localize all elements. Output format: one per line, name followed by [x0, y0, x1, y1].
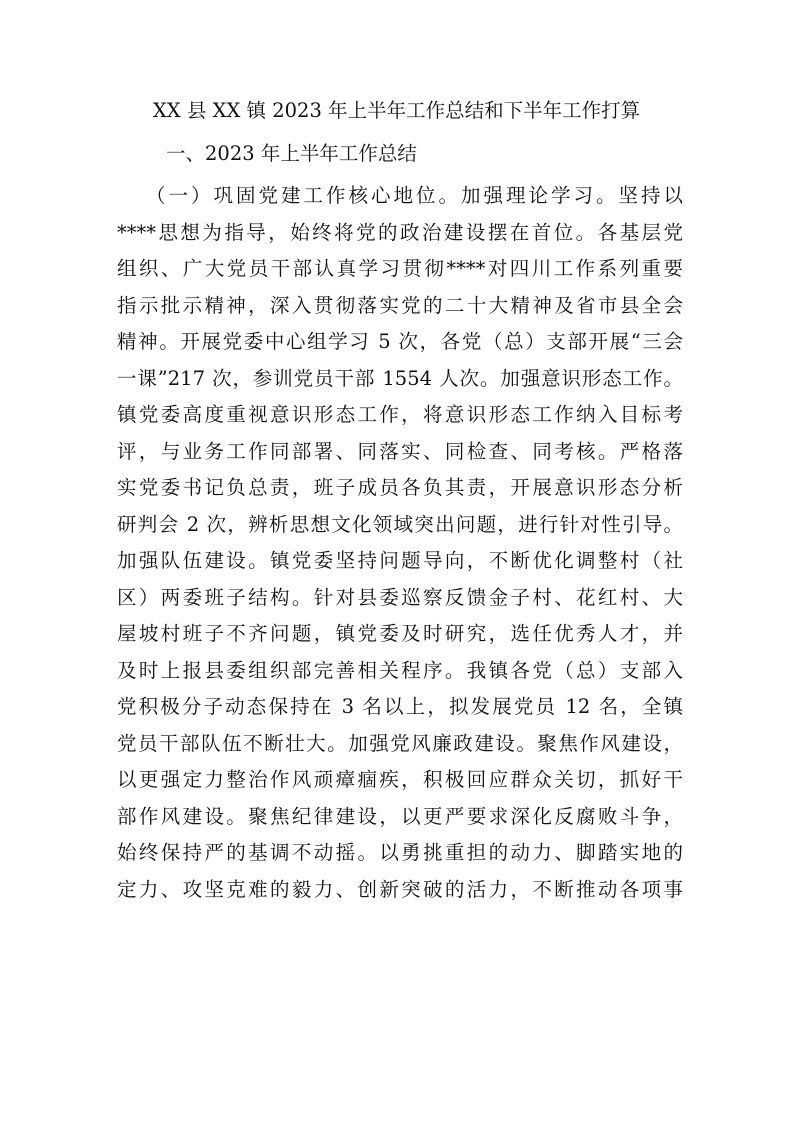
- paragraph-line: 及时上报县委组织部完善相关程序。我镇各党（总）支部入: [117, 658, 683, 682]
- paragraph-line: 党积极分子动态保持在 3 名以上，拟发展党员 12 名，全镇: [117, 695, 683, 718]
- paragraph-line: 加强队伍建设。镇党委坚持问题导向，不断优化调整村（社: [117, 549, 683, 572]
- paragraph-line: 镇党委高度重视意识形态工作，将意识形态工作纳入目标考: [117, 403, 683, 426]
- paragraph-line: 指示批示精神，深入贯彻落实党的二十大精神及省市县全会: [117, 293, 683, 317]
- paragraph-line: 一课”217 次，参训党员干部 1554 人次。加强意识形态工作。: [117, 366, 683, 390]
- paragraph-line: （一）巩固党建工作核心地位。加强理论学习。坚持以: [146, 184, 683, 207]
- paragraph-line: 研判会 2 次，辨析思想文化领域突出问题，进行针对性引导。: [117, 512, 683, 536]
- paragraph-line: ****思想为指导，始终将党的政治建设摆在首位。各基层党: [117, 220, 683, 244]
- paragraph-line: 部作风建设。聚焦纪律建设，以更严要求深化反腐败斗争，: [117, 804, 683, 828]
- paragraph-line: 始终保持严的基调不动摇。以勇挑重担的动力、脚踏实地的: [117, 841, 683, 864]
- paragraph-line: 定力、攻坚克难的毅力、创新突破的活力，不断推动各项事: [117, 877, 683, 901]
- paragraph-line: 实党委书记负总责，班子成员各负其责，开展意识形态分析: [117, 476, 683, 499]
- paragraph-line: 屋坡村班子不齐问题，镇党委及时研究，选任优秀人才，并: [117, 622, 683, 645]
- section-heading: 一、2023 年上半年工作总结: [166, 142, 417, 165]
- paragraph-line: 评，与业务工作同部署、同落实、同检查、同考核。严格落: [117, 439, 683, 463]
- paragraph-line: 以更强定力整治作风顽瘴痼疾，积极回应群众关切，抓好干: [117, 768, 683, 791]
- paragraph-line: 精神。开展党委中心组学习 5 次，各党（总）支部开展“三会: [117, 330, 683, 353]
- paragraph-line: 区）两委班子结构。针对县委巡察反馈金子村、花红村、大: [117, 585, 683, 609]
- paragraph-line: 组织、广大党员干部认真学习贯彻****对四川工作系列重要: [117, 257, 683, 280]
- document-title: XX 县 XX 镇 2023 年上半年工作总结和下半年工作打算: [152, 99, 641, 122]
- paragraph-line: 党员干部队伍不断壮大。加强党风廉政建设。聚焦作风建设，: [117, 731, 683, 755]
- body-paragraph: [117, 178, 683, 908]
